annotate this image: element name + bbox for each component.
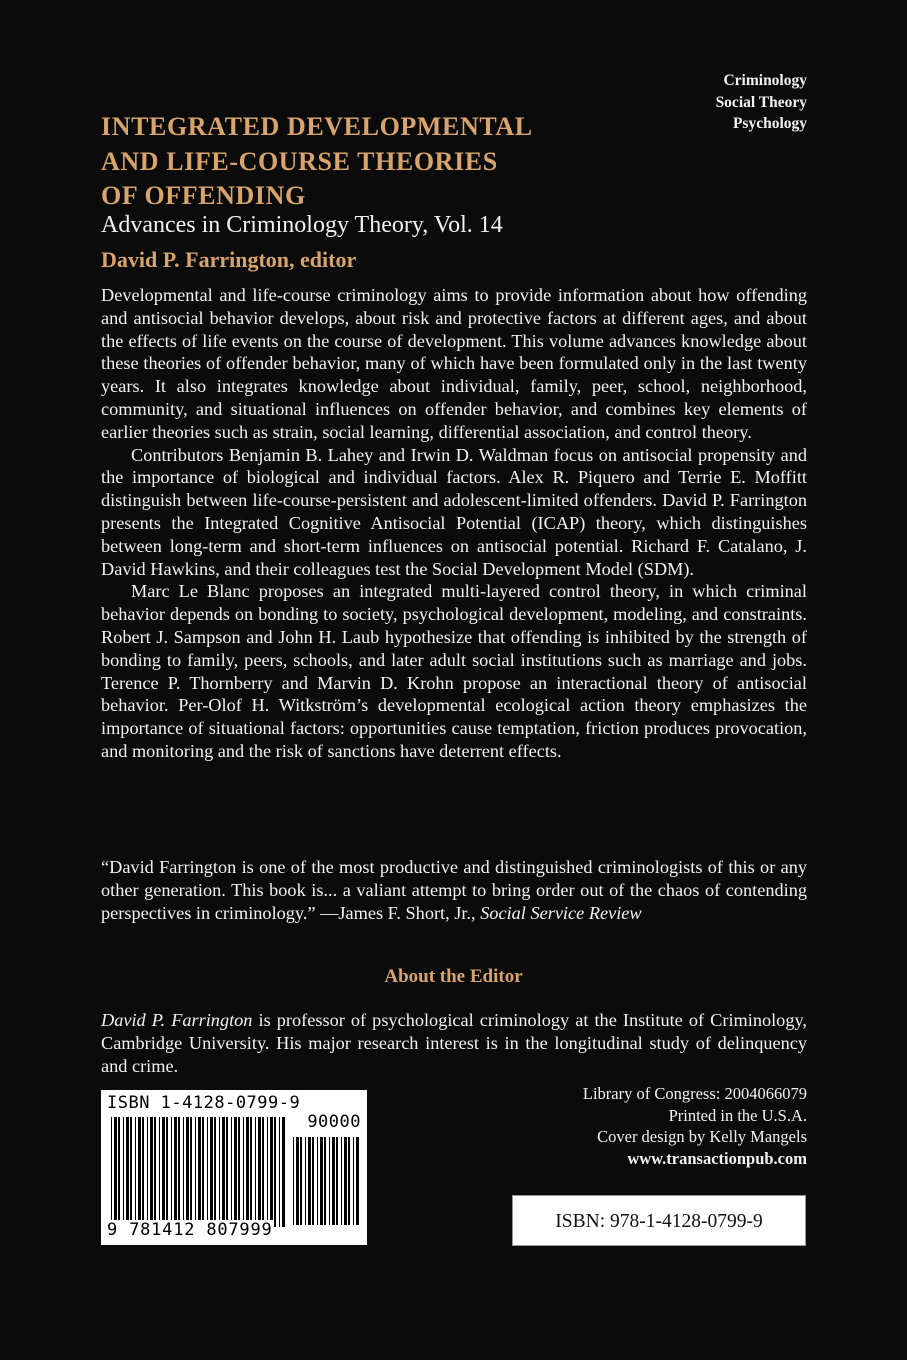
title-line-1: INTEGRATED DEVELOPMENTAL bbox=[101, 112, 533, 141]
barcode-price-code: 90000 bbox=[307, 1112, 361, 1132]
subject-categories bbox=[716, 70, 807, 135]
subject-social-theory: Social Theory bbox=[715, 93, 807, 111]
barcode-label bbox=[101, 1090, 367, 1245]
description-paragraph-1: Developmental and life-course criminology aims to provide information about how offending and antisocial behavior develops, about risk and protective factors at different ages, and about the effects of life events on the course of development. This volume advances knowledge about these theories of offender behavior, many of which have been formulated only in the last twenty years. It also integrates knowledge about individual, family, peer, school, neighborhood, community, and situational influences on offender behavior, and combines key elements of earlier theories such as strain, social learning, differential association, and control theory. bbox=[101, 285, 807, 442]
title-line-2: AND LIFE-COURSE THEORIES bbox=[101, 146, 498, 176]
review-quote bbox=[101, 856, 807, 924]
barcode-bars-icon bbox=[111, 1117, 287, 1227]
subject-criminology: Criminology bbox=[723, 72, 807, 89]
quote-source: Social Service Review bbox=[480, 902, 642, 923]
description bbox=[101, 284, 807, 763]
editor-credit: David P. Farrington, editor bbox=[101, 247, 357, 272]
barcode-isbn-text: ISBN 1-4128-0799-9 bbox=[107, 1093, 301, 1113]
title-line-3: OF OFFENDING bbox=[101, 181, 306, 210]
barcode-digits: 9 781412 807999 bbox=[107, 1220, 273, 1240]
description-paragraph-3: Marc Le Blanc proposes an integrated multi-layered control theory, in which criminal behavior depends on bonding to society, psychological development, modeling, and constraints. Robert J. Sampson and John H. Laub hypothesize that offending is inhibited by the strength of bonding to family, peers, schools, and later adult social institutions such as marriage and jobs. Terence P. Thornberry and Marvin D. Krohn propose an interactional theory of antisocial behavior. Per-Olof H. Witkström’s developmental ecological action theory emphasizes the importance of situational factors: opportunities cause temptation, friction produces provocation, and monitoring and the risk of sanctions have deterrent effects. bbox=[101, 581, 807, 761]
cover-design-credit: Cover design by Kelly Mangels bbox=[597, 1127, 807, 1146]
barcode-addon-bars-icon bbox=[293, 1137, 359, 1225]
description-paragraph-2: Contributors Benjamin B. Lahey and Irwin D. Waldman focus on antisocial propensity and the importance of biological and individual factors. Alex R. Piquero and Terrie E. Moffitt distinguish between life-course-persistent and adolescent-limited offenders. David P. Farrington presents the Integrated Cognitive Antisocial Potential (ICAP) theory, which distinguishes between long-term and short-term influences on antisocial potential. Richard F. Catalano, J. David Hawkins, and their colleagues test the Social Development Model (SDM). bbox=[101, 444, 807, 579]
book-title bbox=[101, 110, 533, 214]
isbn-13-box: ISBN: 978-1-4128-0799-9 bbox=[512, 1195, 806, 1246]
library-of-congress: Library of Congress: 2004066079 bbox=[582, 1084, 807, 1103]
publisher-website: www.transactionpub.com bbox=[627, 1148, 807, 1168]
printed-in: Printed in the U.S.A. bbox=[668, 1105, 807, 1125]
about-editor-heading: About the Editor bbox=[384, 966, 523, 987]
publication-info bbox=[583, 1083, 807, 1169]
subject-psychology: Psychology bbox=[732, 115, 807, 132]
series-title: Advances in Criminology Theory, Vol. 14 bbox=[101, 212, 503, 238]
quote-text: “David Farrington is one of the most productive and distinguished criminologists of this or any other generation. This book is... a valiant attempt to bring order out of the chaos of contending perspectives in criminology.” —James F. Short, Jr., bbox=[101, 857, 807, 923]
about-editor-text bbox=[101, 1009, 807, 1077]
editor-bio: is professor of psychological criminology at the Institute of Criminology, Cambridge University. His major research interest is in the longitudinal study of delinquency and crime. bbox=[101, 1010, 807, 1076]
editor-name: David P. Farrington bbox=[101, 1010, 253, 1030]
